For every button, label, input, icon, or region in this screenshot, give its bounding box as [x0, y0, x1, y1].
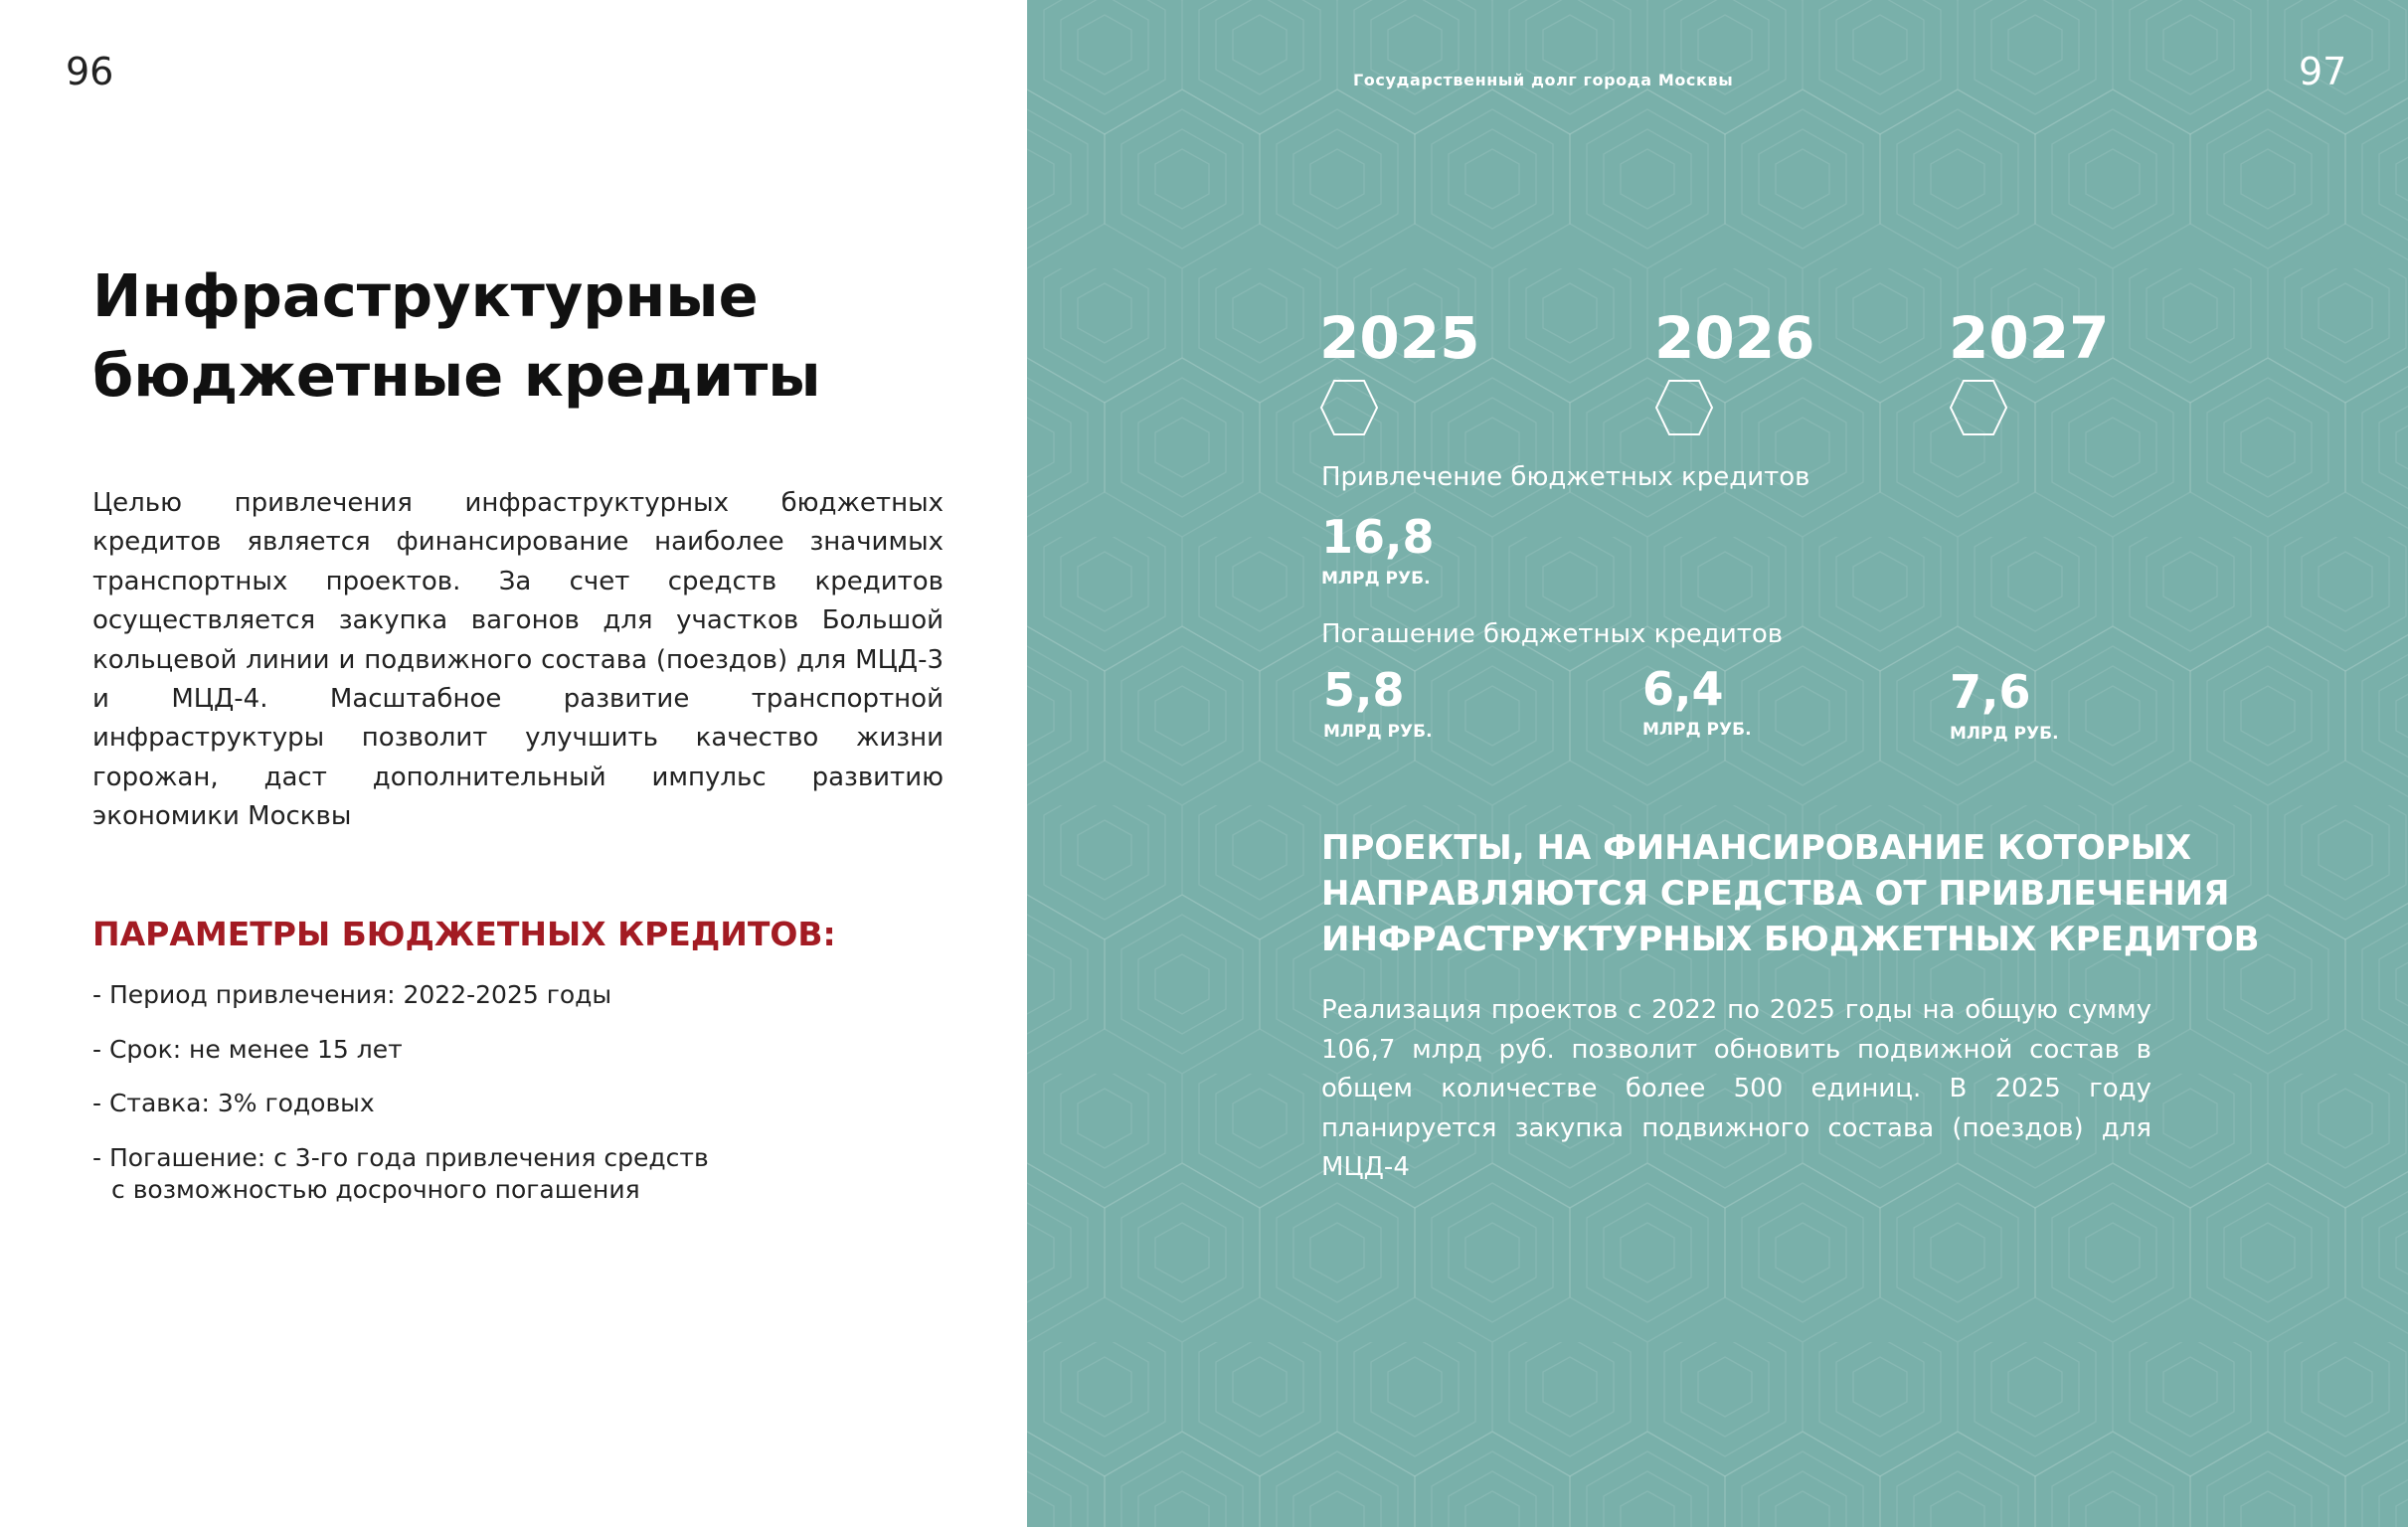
projects-paragraph: Реализация проектов с 2022 по 2025 годы на общую сумму 106,7 млрд руб. позволит обновить подвижной состав в общем количестве более 500 единиц. В 2025 году планируется закупка подвижного состава (поездов) для МЦД-4 [1321, 995, 2151, 1182]
page-title [92, 256, 967, 416]
page-number-right: 97 [2299, 50, 2347, 93]
repayment-value-2026: 6,4 [1642, 662, 1724, 716]
attraction-label: Привлечение бюджетных кредитов [1321, 462, 1810, 492]
intro-paragraph: Целью привлечения инфраструктурных бюджетных кредитов является финансирование наиболее значимых транспортных проектов. За счет средств кредитов осуществляется закупка вагонов для участков Большой кольцевой линии и подвижного состава (поездов) для МЦД-3 и МЦД-4. Масштабное развитие транспортной инфраструктуры позволит улучшить качество жизни горожан, даст дополнительный импульс развитию экономики Москвы [92, 488, 944, 832]
hexagon-icon [1319, 379, 1379, 436]
page-title-line-2: бюджетные кредиты [92, 341, 821, 410]
parameter-item-text: - Ставка: 3% годовых [92, 1089, 375, 1117]
year-2026: 2026 [1654, 304, 1815, 372]
repayment-unit-2026: МЛРД РУБ. [1642, 720, 1752, 740]
running-title: Государственный долг города Москвы [1353, 71, 1734, 89]
hexagon-pattern-background [1027, 0, 2408, 1527]
page-number-left: 96 [66, 50, 114, 93]
hexagon-icon [1949, 379, 2008, 436]
repayment-value-2027: 7,6 [1950, 665, 2031, 719]
projects-heading-line: ПРОЕКТЫ, НА ФИНАНСИРОВАНИЕ КОТОРЫХ [1321, 828, 2192, 868]
parameter-item [92, 1088, 375, 1119]
parameter-item [92, 979, 611, 1011]
parameter-item [92, 1142, 709, 1206]
right-page-panel [1027, 0, 2408, 1527]
hexagon-icon [1654, 379, 1714, 436]
year-2025: 2025 [1319, 304, 1480, 372]
attraction-unit: МЛРД РУБ. [1321, 569, 1431, 589]
parameter-item-continuation: с возможностью досрочного погашения [111, 1175, 640, 1204]
attraction-value: 16,8 [1321, 510, 1435, 564]
repayment-label: Погашение бюджетных кредитов [1321, 619, 1784, 649]
projects-heading-line: НАПРАВЛЯЮТСЯ СРЕДСТВА ОТ ПРИВЛЕЧЕНИЯ [1321, 874, 2230, 914]
parameters-heading: ПАРАМЕТРЫ БЮДЖЕТНЫХ КРЕДИТОВ: [92, 915, 836, 953]
repayment-value-2025: 5,8 [1323, 663, 1405, 717]
page-title-line-1: Инфраструктурные [92, 261, 759, 330]
parameter-item-text: - Погашение: с 3-го года привлечения средств [92, 1143, 709, 1172]
repayment-unit-2027: МЛРД РУБ. [1950, 724, 2059, 744]
projects-heading-line: ИНФРАСТРУКТУРНЫХ БЮДЖЕТНЫХ КРЕДИТОВ [1321, 920, 2260, 959]
parameter-item-text: - Срок: не менее 15 лет [92, 1035, 403, 1064]
parameter-item-text: - Период привлечения: 2022-2025 годы [92, 980, 612, 1009]
year-2027: 2027 [1949, 304, 2110, 372]
repayment-unit-2025: МЛРД РУБ. [1323, 722, 1433, 742]
projects-heading [1321, 825, 2260, 962]
parameter-item [92, 1034, 403, 1066]
